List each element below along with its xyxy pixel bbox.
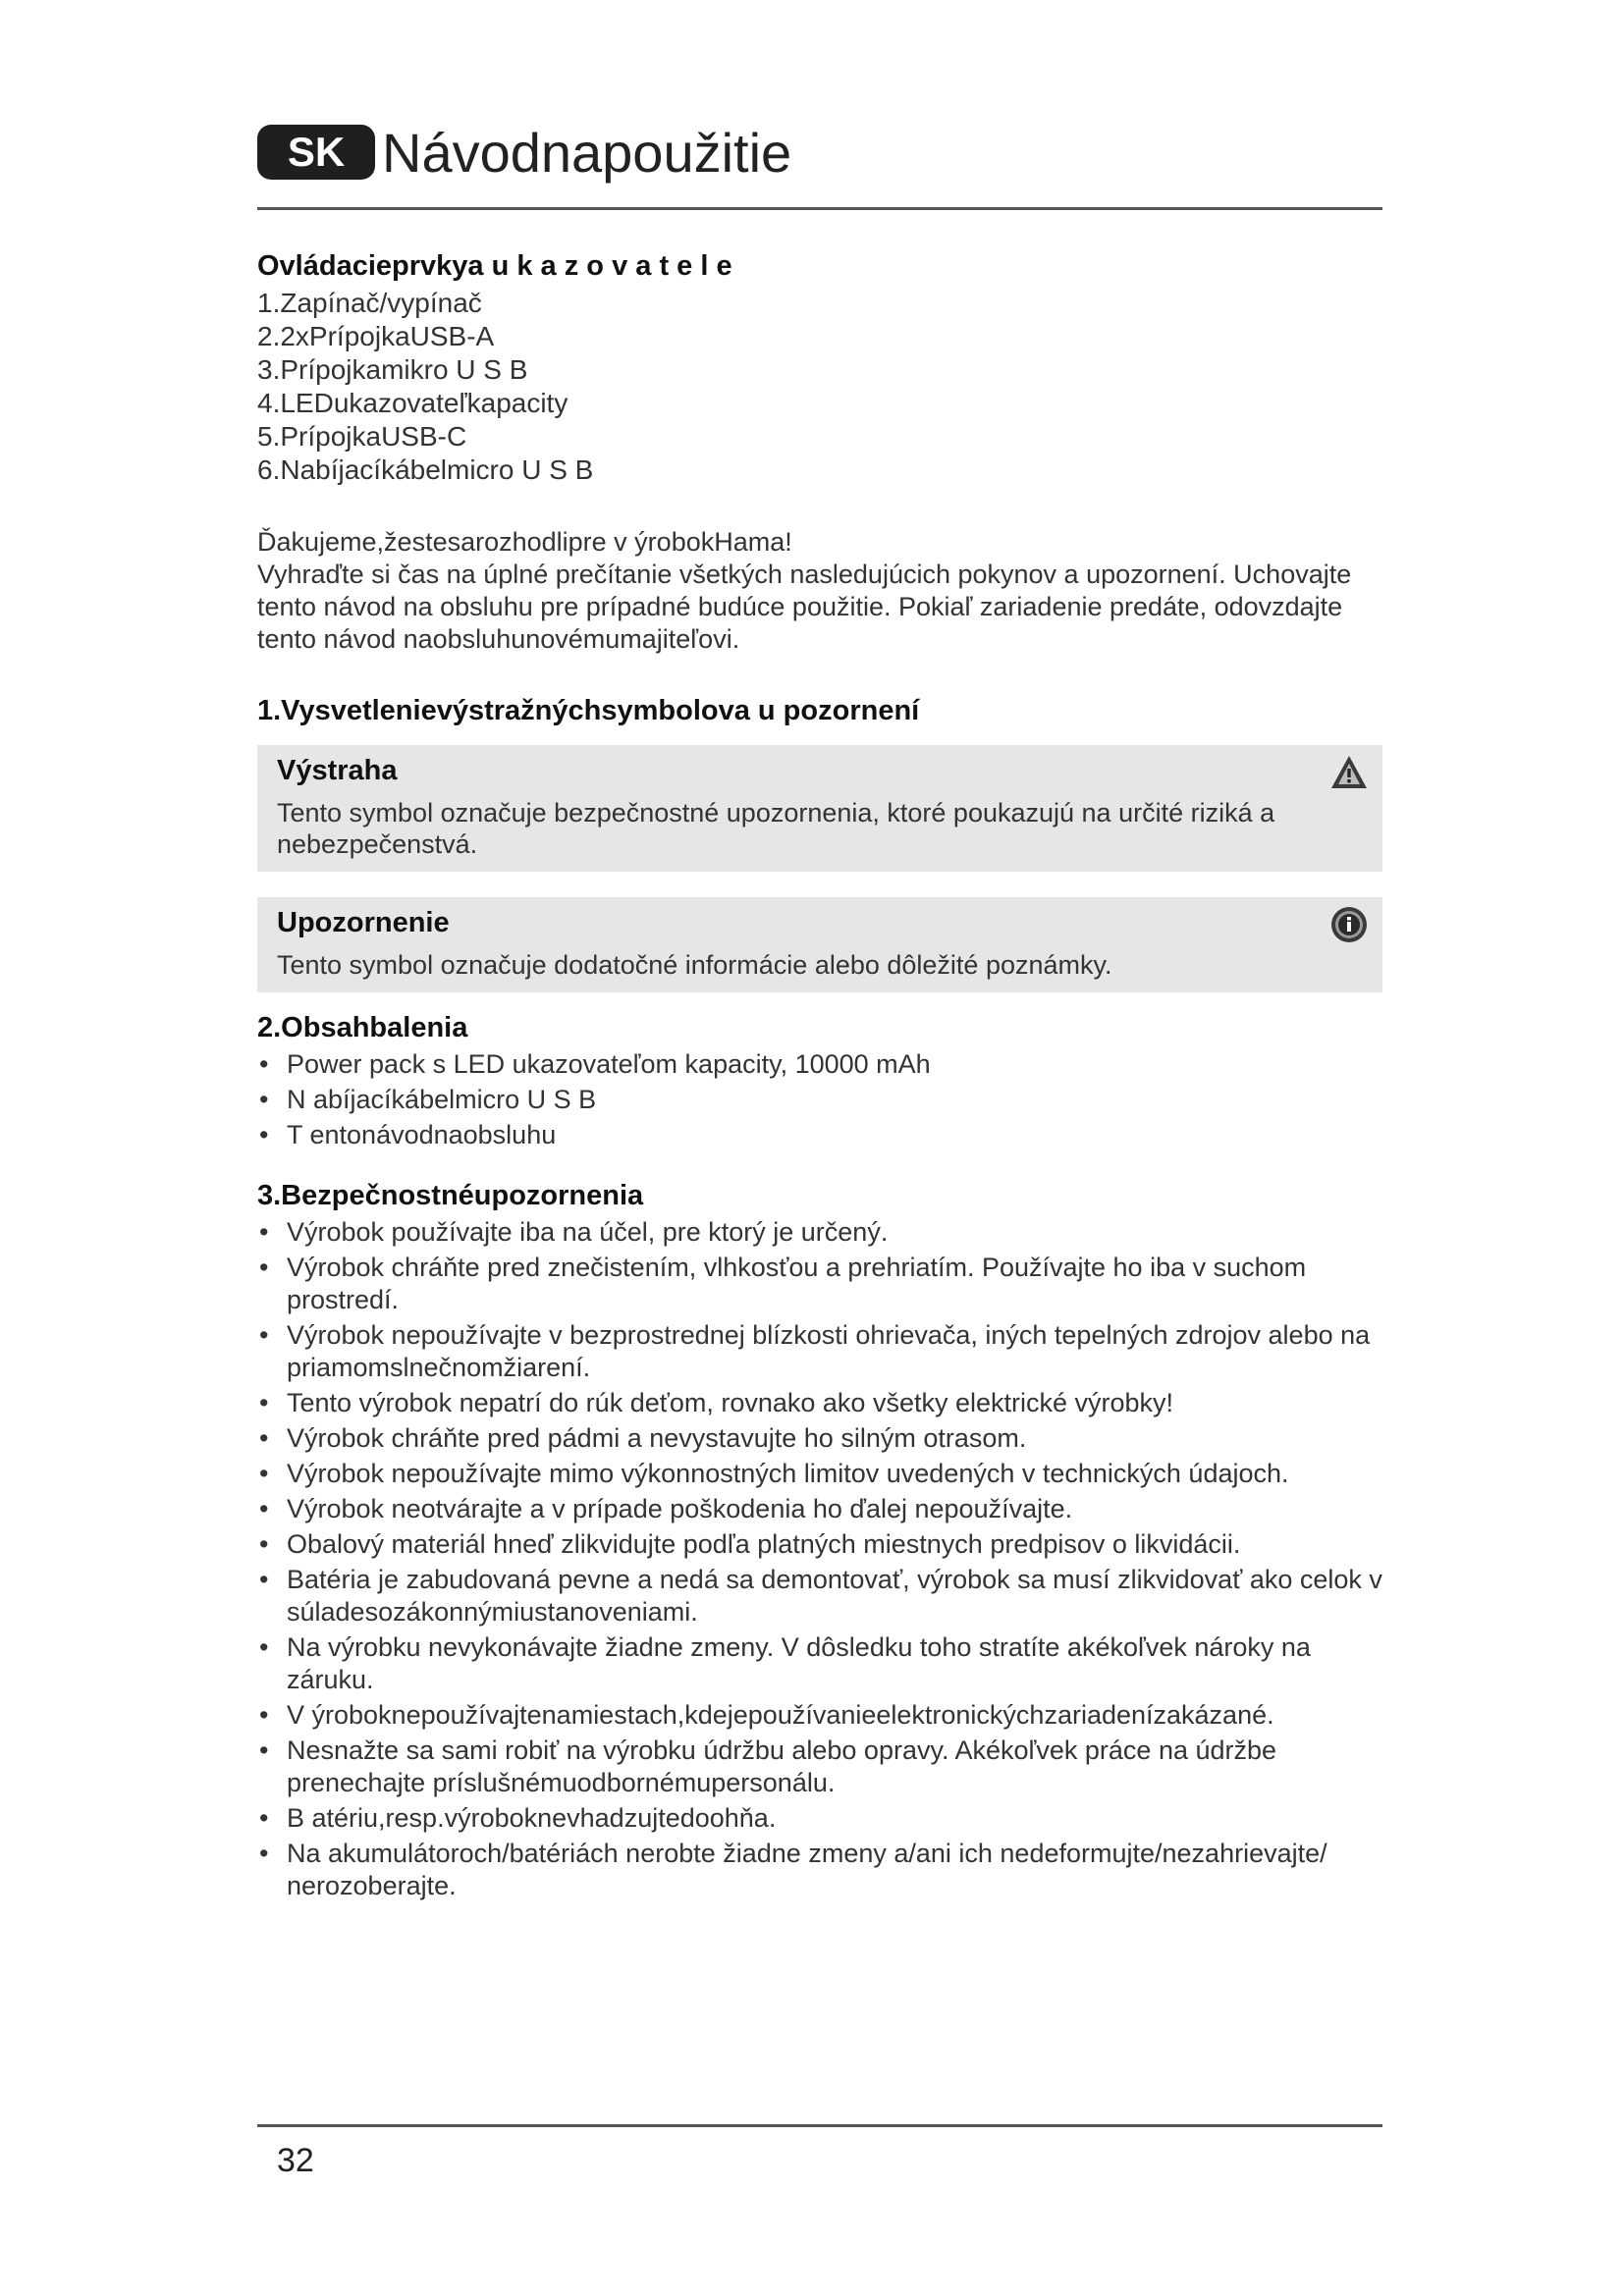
warning-triangle-icon: [1329, 753, 1369, 792]
list-item: • Tento výrobok nepatrí do rúk deťom, rovnako ako všetky elektrické výrobky!: [257, 1387, 1382, 1419]
list-item: 5.PrípojkaUSB-C: [257, 421, 467, 452]
warning-title: Výstraha: [277, 755, 398, 786]
list-item: • B atériu,resp.výroboknevhadzujtedoohňa.: [257, 1802, 1382, 1835]
controls-heading: Ovládacieprvkya u k a z o v a t e l e: [257, 250, 732, 282]
list-item: 3.Prípojkamikro U S B: [257, 354, 528, 385]
list-item: • Na výrobku nevykonávajte žiadne zmeny. V dôsledku toho stratíte akékoľvek nároky na záruku.: [257, 1631, 1382, 1696]
list-item: • Výrobok chráňte pred pádmi a nevystavujte ho silným otrasom.: [257, 1422, 1382, 1455]
page-header: [257, 116, 1382, 212]
note-box: [257, 897, 1382, 992]
list-item: • Výrobok používajte iba na účel, pre ktorý je určený.: [257, 1216, 1382, 1249]
document-body: [257, 250, 1382, 1905]
list-item: • Batéria je zabudovaná pevne a nedá sa demontovať, výrobok sa musí zlikvidovať ako celok v súladesozákonnýmiustanoveniami.: [257, 1564, 1382, 1629]
controls-list: [257, 287, 1382, 487]
list-item: 6.Nabíjacíkábelmicro U S B: [257, 454, 594, 485]
list-item: • Výrobok neotvárajte a v prípade poškodenia ho ďalej nepoužívajte.: [257, 1493, 1382, 1525]
language-badge: SK: [257, 125, 375, 180]
intro-text: Vyhraďte si čas na úplné prečítanie všetkých nasledujúcich pokynov a upozornení. Uchovajte tento návod na obsluhu pre prípadné budúce použitie. Pokiaľ zariadenie predáte, odovzdajte tento návod naobsluhunovémumajiteľovi.: [257, 560, 1352, 654]
list-item: • T entonávodnaobsluhu: [257, 1119, 1382, 1151]
list-item: • Výrobok nepoužívajte mimo výkonnostných limitov uvedených v technických údajoch.: [257, 1458, 1382, 1490]
list-item: • N abíjacíkábelmicro U S B: [257, 1084, 1382, 1116]
section2-heading: 2.Obsahbalenia: [257, 1012, 468, 1043]
list-item: • V ýroboknepoužívajtenamiestach,kdejepoužívanieelektronickýchzariadenízakázané.: [257, 1699, 1382, 1732]
package-contents-list: [257, 1048, 1382, 1151]
list-item: • Výrobok nepoužívajte v bezprostrednej blízkosti ohrievača, iných tepelných zdrojov alebo na priamomslnečnomžiarení.: [257, 1319, 1382, 1384]
note-title: Upozornenie: [277, 907, 450, 938]
list-item: • Výrobok chráňte pred znečistením, vlhkosťou a prehriatím. Používajte ho iba v suchom prostredí.: [257, 1252, 1382, 1316]
page-number: 32: [277, 2142, 314, 2179]
list-item: • Power pack s LED ukazovateľom kapacity, 10000 mAh: [257, 1048, 1382, 1081]
section1-heading: 1.Vysvetlenievýstražnýchsymbolova u pozornení: [257, 695, 920, 726]
page-title: Návodnapoužitie: [382, 122, 792, 184]
footer-divider: [257, 2124, 1382, 2127]
section3-heading: 3.Bezpečnostnéupozornenia: [257, 1180, 644, 1211]
list-item: 1.Zapínač/vypínač: [257, 288, 482, 318]
list-item: • Nesnažte sa sami robiť na výrobku údržbu alebo opravy. Akékoľvek práce na údržbe prenechajte príslušnémuodbornémupersonálu.: [257, 1735, 1382, 1799]
header-divider: [257, 207, 1382, 210]
list-item: • Na akumulátoroch/batériách nerobte žiadne zmeny a/ani ich nedeformujte/nezahrievajte/ nerozoberajte.: [257, 1838, 1382, 1902]
warning-box: [257, 745, 1382, 872]
list-item: 2.2xPrípojkaUSB-A: [257, 321, 495, 351]
intro-thanks: Ďakujeme,žestesarozhodlipre v ýrobokHama!: [257, 527, 792, 557]
warning-text: Tento symbol označuje bezpečnostné upozornenia, ktoré poukazujú na určité riziká a nebezpečenstvá.: [277, 798, 1275, 859]
list-item: 4.LEDukazovateľkapacity: [257, 388, 568, 418]
list-item: • Obalový materiál hneď zlikvidujte podľa platných miestnych predpisov o likvidácii.: [257, 1528, 1382, 1561]
info-circle-icon: [1329, 905, 1369, 944]
note-text: Tento symbol označuje dodatočné informácie alebo dôležité poznámky.: [277, 950, 1112, 980]
safety-list: [257, 1216, 1382, 1902]
